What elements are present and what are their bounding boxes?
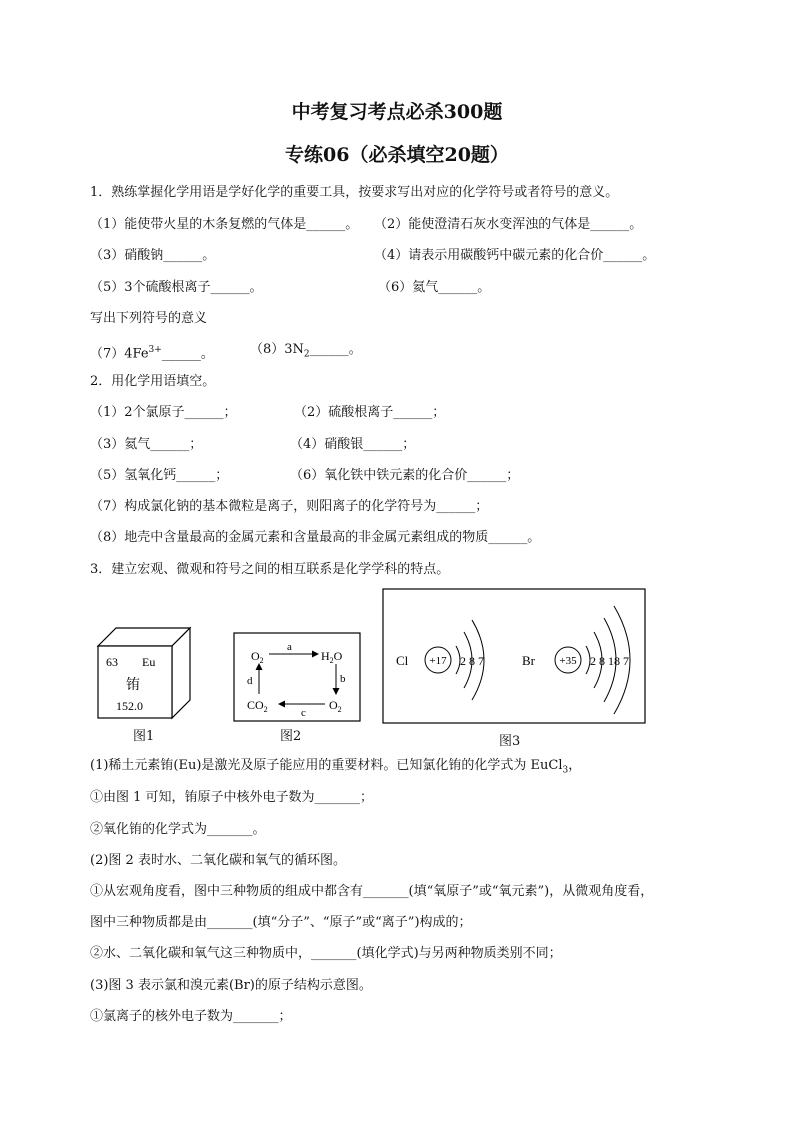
q2-item-8: （8）地壳中含量最高的金属元素和含量最高的非金属元素组成的物质______。 — [90, 530, 541, 545]
q3-stem: 3．建立宏观、微观和符号之间的相互联系是化学学科的特点。 — [90, 562, 450, 577]
q3-part-1-pre: (1)稀土元素铕(Eu)是激光及原子能应用的重要材料。已知氯化铕的化学式为 EuCl — [90, 758, 563, 773]
label-o2-bottom: $O_2$ — [329, 698, 342, 714]
q1-item-6: （6）氦气______。 — [378, 280, 491, 295]
q3-part-1 — [90, 757, 581, 780]
q1-item-5: （5）3个硫酸根离子______。 — [90, 280, 263, 295]
q2-item-7: （7）构成氯化钠的基本微粒是离子，则阳离子的化学符号为______； — [90, 499, 489, 514]
q3-part-1-sub: 3 — [562, 765, 569, 776]
q3-part-1-post: ， — [568, 758, 582, 773]
cl-electron-config: 2 8 7 — [460, 654, 484, 668]
page-title: 中考复习考点必杀300题 — [291, 101, 503, 123]
label-o2-top: $O_2$ — [251, 649, 264, 665]
figure-1-element-cell — [96, 626, 196, 722]
label-cl: Cl — [396, 653, 409, 668]
label-b: b — [340, 673, 346, 685]
q3-part-2b: ②水、二氧化碳和氧气这三种物质中，_______(填化学式)与另两种物质类别不同； — [90, 946, 562, 961]
q1-sub-heading: 写出下列符号的意义 — [90, 311, 208, 326]
q1-stem: 1．熟练掌握化学用语是学好化学的重要工具，按要求写出对应的化学符号或者符号的意义。 — [90, 185, 619, 200]
q1-item-7-pre: （7）4Fe — [90, 346, 149, 362]
br-electron-config: 2 8 18 7 — [590, 654, 629, 668]
q1-item-8-post: ______。 — [309, 342, 362, 357]
q1-item-7 — [90, 341, 214, 363]
label-a: a — [287, 641, 292, 653]
cl-nucleus-charge: +17 — [429, 655, 447, 667]
page-subtitle: 专练06（必杀填空20题） — [285, 144, 509, 166]
q1-item-8 — [250, 341, 362, 364]
figure-3-atom-structures — [382, 588, 646, 724]
q1-item-8-pre: （8）3N — [250, 342, 304, 357]
label-co2: $CO_2$ — [247, 698, 268, 714]
label-br: Br — [522, 653, 535, 668]
label-h2o: $H_2O$ — [321, 649, 343, 665]
atomic-number: 63 — [106, 655, 118, 669]
q1-item-7-sup: 3+ — [148, 345, 162, 355]
figure-2-caption: 图2 — [280, 729, 302, 744]
q1-item-2: （2）能使澄清石灰水变浑浊的气体是______。 — [374, 217, 643, 232]
q2-item-2: （2）硫酸根离子______； — [294, 405, 446, 420]
q1-item-7-post: ______。 — [161, 346, 214, 362]
q3-part-2: (2)图 2 表时水、二氧化碳和氧气的循环图。 — [90, 853, 346, 868]
atomic-mass: 152.0 — [116, 699, 143, 713]
q2-item-6: （6）氧化铁中铁元素的化合价______； — [290, 468, 520, 483]
figure-3-caption: 图3 — [499, 734, 521, 749]
element-name: 铕 — [126, 678, 140, 693]
q3-part-3: (3)图 3 表示氯和溴元素(Br)的原子结构示意图。 — [90, 978, 372, 993]
label-d: d — [247, 675, 253, 687]
q3-part-2a: ①从宏观角度看，图中三种物质的组成中都含有_______(填“氧原子”或“氧元素”)，从微观角度看， — [90, 884, 654, 899]
q1-item-4: （4）请表示用碳酸钙中碳元素的化合价______。 — [374, 248, 656, 263]
q1-item-1: （1）能使带火星的木条复燃的气体是______。 — [90, 217, 359, 232]
figure-2-cycle — [233, 632, 361, 722]
q3-part-3a: ①氯离子的核外电子数为_______； — [90, 1009, 292, 1024]
figure-1-caption: 图1 — [133, 729, 155, 744]
q1-item-8-sub: 2 — [303, 349, 310, 360]
q2-item-4: （4）硝酸银______； — [290, 437, 416, 452]
q1-item-3: （3）硝酸钠______。 — [90, 248, 216, 263]
q3-part-2a-cont: 图中三种物质都是由_______(填“分子”、“原子”或“离子”)构成的； — [90, 915, 472, 930]
q2-item-3: （3）氦气______； — [90, 437, 203, 452]
q2-item-5: （5）氢氧化钙______； — [90, 468, 229, 483]
element-symbol: Eu — [142, 655, 156, 669]
label-c: c — [301, 707, 306, 719]
q3-part-1b: ②氧化铕的化学式为_______。 — [90, 822, 266, 837]
q3-part-1a: ①由图 1 可知，铕原子中核外电子数为_______； — [90, 790, 374, 805]
q2-item-1: （1）2个氯原子______； — [90, 405, 237, 420]
br-nucleus-charge: +35 — [559, 655, 577, 667]
q2-stem: 2．用化学用语填空。 — [90, 374, 216, 389]
